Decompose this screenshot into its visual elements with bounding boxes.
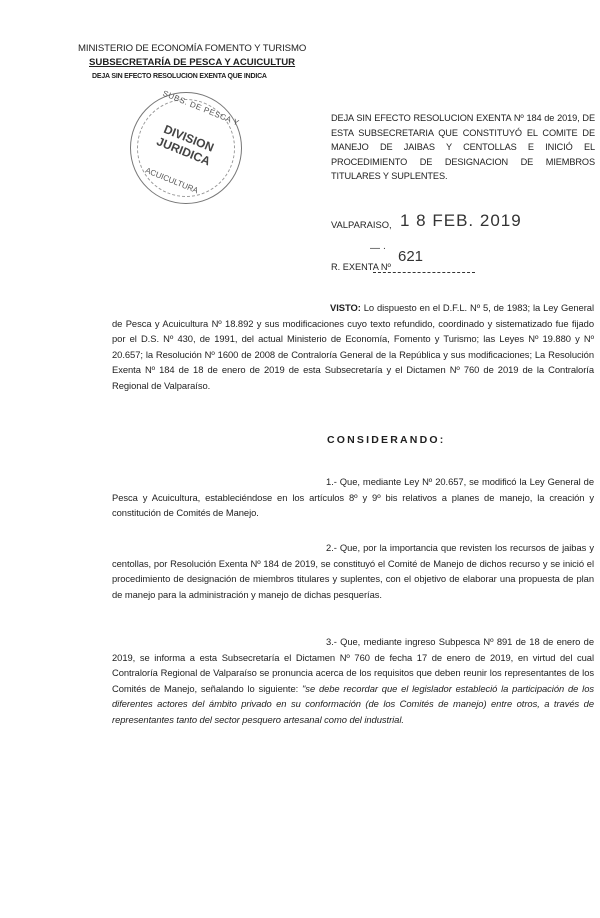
considerando-heading: CONSIDERANDO: <box>327 434 446 446</box>
handwritten-dash: — · <box>370 243 387 254</box>
resolution-number-line <box>373 272 475 273</box>
official-stamp <box>113 75 259 221</box>
considerando-1-text: 1.- Que, mediante Ley Nº 20.657, se modificó la Ley General de Pesca y Acuicultura, estableciéndose en los artículos 8º y 9º bis relativos a planes de manejo, la creación y constitución de Comités de Manejo. <box>112 476 594 519</box>
place-label: VALPARAISO, <box>331 219 392 230</box>
considerando-3 <box>112 634 594 728</box>
resolution-summary: DEJA SIN EFECTO RESOLUCION EXENTA Nº 184 de 2019, DE ESTA SUBSECRETARIA QUE CONSTITUYÓ EL COMITE DE MANEJO DE JAIBAS Y CENTOLLAS E INICIÓ EL PROCEDIMIENTO DE DESIGNACION DE MIEMBROS TITULARES Y SUPLENTES. <box>331 113 595 182</box>
considerando-3-text: 3.- Que, mediante ingreso Subpesca Nº 891 de 18 de enero de 2019, se informa a esta Subsecretaría el Dictamen Nº 760 de fecha 17 de enero de 2019, en virtud del cual Contraloría Regional de Valparaíso se pronuncia acerca de los requisitos que deben reunir los representantes de los Comités de Manejo, señalando lo siguiente: <box>112 636 594 694</box>
resolution-label: R. EXENTA Nº <box>331 262 391 272</box>
visto-label: VISTO: <box>330 302 361 313</box>
stamp-bottom-text: ACUICULTURA <box>143 165 200 196</box>
subsecretaria-header: SUBSECRETARÍA DE PESCA Y ACUICULTUR <box>89 57 296 68</box>
considerando-3-quote: "se debe recordar que el legislador estableció la participación de los diferentes actores del ámbito privado en su conformación (de los Comités de manejo) entre otros, a través de representantes tanto del sector pesquero artesanal como del industrial. <box>112 682 594 725</box>
considerando-2-text: 2.- Que, por la importancia que revisten los recursos de jaibas y centollas, por Resolución Exenta Nº 184 de 2019, se constituyó el Comité de Manejo de dichos recurso y se inició el procedimiento de designación de miembros titulares y suplentes, con el objetivo de elaborar una propuesta de plan de manejo para la administración y manejo de dichas pesquerías. <box>112 542 594 600</box>
ministry-header: MINISTERIO DE ECONOMÍA FOMENTO Y TURISMO <box>78 43 307 54</box>
considerando-2 <box>112 540 594 602</box>
considerando-1 <box>112 474 594 521</box>
subject-line: DEJA SIN EFECTO RESOLUCION EXENTA QUE INDICA <box>92 73 267 80</box>
visto-paragraph <box>112 300 594 394</box>
visto-text: Lo dispuesto en el D.F.L. Nº 5, de 1983; la Ley General de Pesca y Acuicultura Nº 18.892 y sus modificaciones cuyo texto refundido, coordinado y sistematizado fue fijado por el D.S. Nº 430, de 1991, del actual Ministerio de Economía, Fomento y Turismo; las Leyes Nº 19.880 y Nº 20.657; la Resolución Nº 1600 de 2008 de Contraloría General de la República y sus modificaciones; La Resolución Exenta Nº 184 de 18 de enero de 2019 de esta Subsecretaría y el Dictamen Nº 760 de 2019 de la Contraloría Regional de Valparaíso. <box>112 302 594 391</box>
resolution-number: 621 <box>398 248 424 265</box>
date-stamp: 1 8 FEB. 2019 <box>400 211 522 230</box>
stamp-top-text: SUBS. DE PESCA Y <box>161 88 241 128</box>
stamp-middle-text: DIVISION JURIDICA <box>154 121 216 169</box>
